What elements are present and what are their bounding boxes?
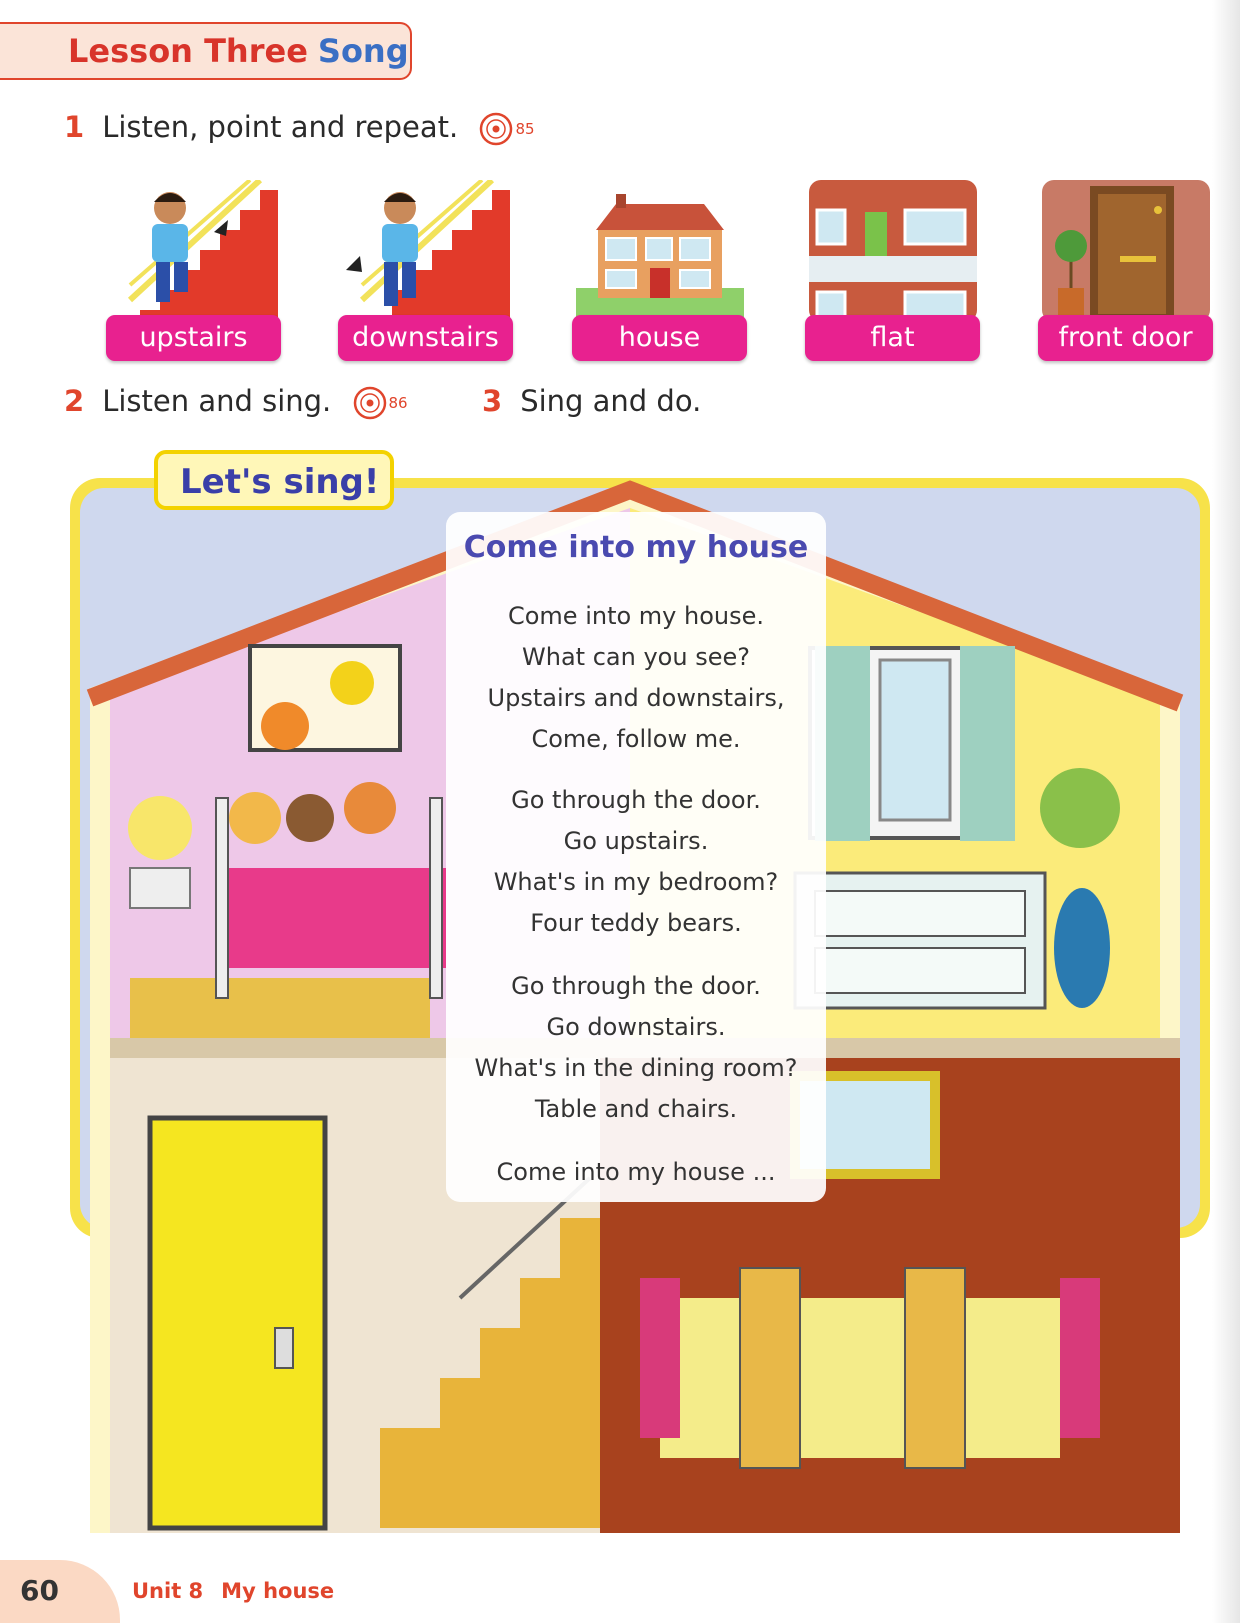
cd-icon[interactable] xyxy=(479,112,513,146)
activity-1-number: 1 xyxy=(64,110,85,144)
lyric-line: Go through the door. xyxy=(511,972,761,1000)
activity-2 xyxy=(64,384,408,420)
vocab-label: downstairs xyxy=(338,315,513,361)
lets-sing-title: Let's sing! xyxy=(180,462,380,502)
front-door-icon xyxy=(1042,180,1210,322)
activity-2-number: 2 xyxy=(64,384,85,418)
lyric-line: Upstairs and downstairs, xyxy=(487,684,785,712)
lyric-line: What's in my bedroom? xyxy=(493,868,779,896)
footer-unit xyxy=(132,1579,352,1603)
boy-downstairs-icon xyxy=(342,180,510,322)
vocab-card-front-door[interactable] xyxy=(1038,180,1213,365)
activity-1-text: Listen, point and repeat. xyxy=(102,110,459,144)
activity-2-text: Listen and sing. xyxy=(102,384,332,418)
lyric-line: What can you see? xyxy=(522,643,750,671)
vocab-label: flat xyxy=(805,315,980,361)
song-title: Come into my house xyxy=(463,530,809,565)
lyric-line: Table and chairs. xyxy=(534,1095,738,1123)
activity-1 xyxy=(64,110,535,146)
vocab-card-upstairs[interactable] xyxy=(106,180,281,365)
flat-icon xyxy=(809,180,977,322)
unit-number: Unit 8 xyxy=(132,1579,204,1603)
vocab-label: front door xyxy=(1038,315,1213,361)
activity-3-number: 3 xyxy=(482,384,503,418)
lyric-line: What's in the dining room? xyxy=(474,1054,798,1082)
lyric-line: Go upstairs. xyxy=(563,827,709,855)
vocab-label: upstairs xyxy=(106,315,281,361)
boy-upstairs-icon xyxy=(110,180,278,322)
lesson-type: Song xyxy=(317,32,409,70)
vocab-card-downstairs[interactable] xyxy=(338,180,513,365)
track-number-86: 86 xyxy=(388,394,408,412)
stanza-1 xyxy=(446,596,826,760)
lyric-line: Come into my house ... xyxy=(496,1158,776,1186)
vocab-card-house[interactable] xyxy=(572,180,747,365)
lyric-line: Come, follow me. xyxy=(531,725,741,753)
track-number-85: 85 xyxy=(515,120,535,138)
stanza-3 xyxy=(446,966,826,1130)
house-icon xyxy=(576,180,744,322)
vocab-card-flat[interactable] xyxy=(805,180,980,365)
lesson-label: Lesson Three xyxy=(68,32,308,70)
lyric-line: Go through the door. xyxy=(511,786,761,814)
lyric-line: Go downstairs. xyxy=(546,1013,726,1041)
lyric-line: Four teddy bears. xyxy=(530,909,742,937)
unit-title: My house xyxy=(221,1579,335,1603)
stanza-2 xyxy=(446,780,826,944)
lyric-line: Come into my house. xyxy=(507,602,765,630)
vocab-label: house xyxy=(572,315,747,361)
cd-icon[interactable] xyxy=(353,386,387,420)
lesson-title xyxy=(68,32,409,70)
page-edge-shadow xyxy=(1212,0,1240,1623)
activity-3-text: Sing and do. xyxy=(520,384,702,418)
stanza-4 xyxy=(446,1152,826,1193)
page-number: 60 xyxy=(20,1574,59,1607)
activity-3 xyxy=(482,384,701,418)
